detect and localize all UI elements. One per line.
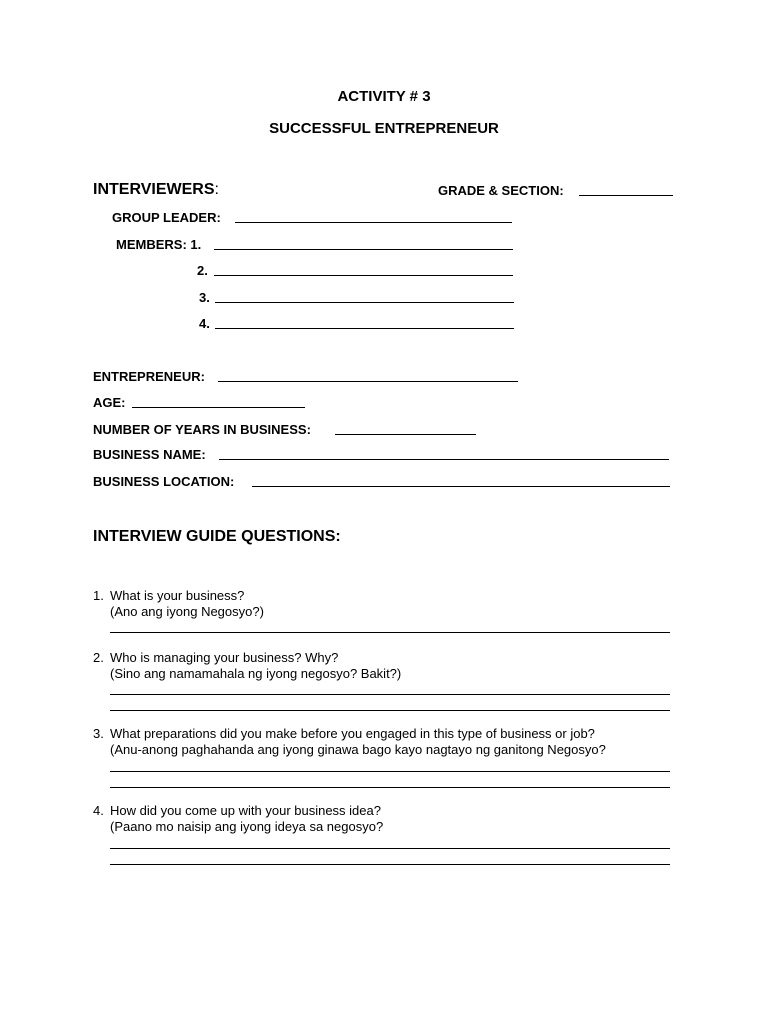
answer-line[interactable] [110, 632, 670, 633]
question-3-text: What preparations did you make before you engaged in this type of business or job? [110, 726, 595, 741]
question-4-number: 4. [93, 803, 104, 818]
question-4-translation: (Paano mo naisip ang iyong ideya sa negosyo? [110, 819, 384, 834]
question-3-translation: (Anu-anong paghahanda ang iyong ginawa bago kayo nagtayo ng ganitong Negosyo? [110, 742, 606, 757]
question-1-number: 1. [93, 588, 104, 603]
question-2-translation: (Sino ang namamahala ng iyong negosyo? Bakit?) [110, 666, 402, 681]
business-name-field[interactable] [219, 459, 669, 460]
member-4-number: 4. [199, 316, 210, 331]
years-in-business-label: NUMBER OF YEARS IN BUSINESS: [93, 422, 311, 437]
question-2-text: Who is managing your business? Why? [110, 650, 339, 665]
interviewers-label: INTERVIEWERS [93, 181, 215, 198]
members-label: MEMBERS: 1. [116, 237, 202, 252]
member-2-number: 2. [197, 263, 208, 278]
answer-line[interactable] [110, 771, 670, 772]
group-leader-label: GROUP LEADER: [112, 210, 221, 225]
business-name-label: BUSINESS NAME: [93, 447, 206, 462]
answer-line[interactable] [110, 848, 670, 849]
years-in-business-field[interactable] [335, 434, 476, 435]
grade-section-field[interactable] [579, 195, 673, 196]
group-leader-field[interactable] [235, 222, 512, 223]
question-1-translation: (Ano ang iyong Negosyo?) [110, 604, 264, 619]
business-location-field[interactable] [252, 486, 670, 487]
member-3-number: 3. [199, 290, 210, 305]
page-subtitle: SUCCESSFUL ENTREPRENEUR [269, 120, 499, 137]
guide-heading: INTERVIEW GUIDE QUESTIONS: [93, 528, 341, 545]
member-4-field[interactable] [215, 328, 514, 329]
answer-line[interactable] [110, 694, 670, 695]
activity-title: ACTIVITY # 3 [337, 88, 431, 105]
question-1-text: What is your business? [110, 588, 245, 603]
age-label: AGE: [93, 395, 126, 410]
answer-line[interactable] [110, 710, 670, 711]
member-2-field[interactable] [214, 275, 513, 276]
business-location-label: BUSINESS LOCATION: [93, 474, 235, 489]
question-4-text: How did you come up with your business idea? [110, 803, 381, 818]
entrepreneur-field[interactable] [218, 381, 518, 382]
question-2-number: 2. [93, 650, 104, 665]
answer-line[interactable] [110, 787, 670, 788]
interviewers-colon: : [214, 181, 219, 198]
question-3-number: 3. [93, 726, 104, 741]
grade-section-label: GRADE & SECTION: [438, 183, 564, 198]
answer-line[interactable] [110, 864, 670, 865]
age-field[interactable] [132, 407, 305, 408]
member-1-field[interactable] [214, 249, 513, 250]
entrepreneur-label: ENTREPRENEUR: [93, 369, 205, 384]
interviewers-heading [93, 181, 219, 199]
member-3-field[interactable] [215, 302, 514, 303]
